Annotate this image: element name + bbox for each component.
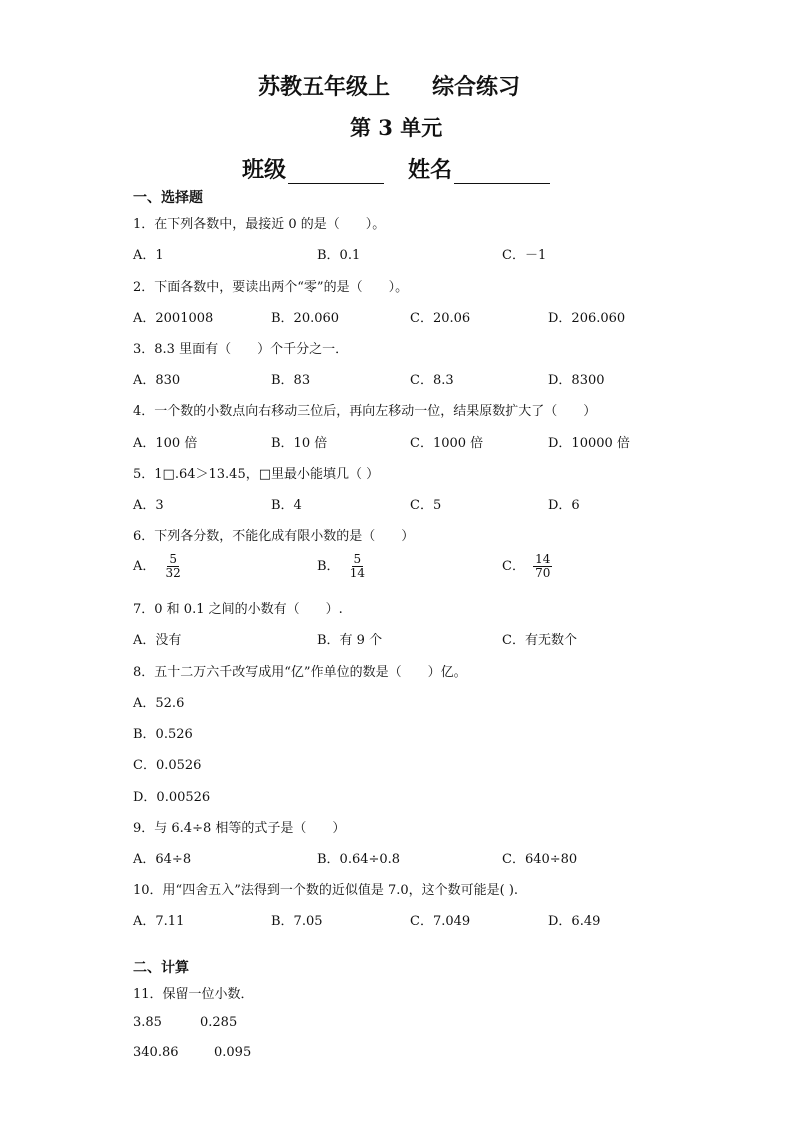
denominator: 70 <box>535 566 551 580</box>
class-blank[interactable] <box>288 161 384 184</box>
q4-option-d: D．10000 倍 <box>548 436 630 451</box>
class-label: 班级 <box>242 157 287 183</box>
title-left: 苏教五年级上 <box>258 74 391 100</box>
question-9: 9．与 6.4÷8 相等的式子是（ ） <box>133 821 346 836</box>
section-title: 二、计算 <box>133 960 189 976</box>
question-5: 5．1□.64＞13.45，□里最小能填几（ ） <box>133 467 380 482</box>
q3-option-c: C．8.3 <box>410 373 454 388</box>
q8-option-c: C．0.0526 <box>133 758 202 773</box>
q5-option-d: D．6 <box>548 498 580 513</box>
q2-option-a: A．2001008 <box>133 311 214 326</box>
q9-option-b: B．0.64÷0.8 <box>317 852 401 867</box>
q10-option-d: D．6.49 <box>548 914 601 929</box>
q10-option-b: B．7.05 <box>271 914 323 929</box>
q1-option-a: A．1 <box>133 248 164 263</box>
numerator: 14 <box>535 552 551 566</box>
q11-item: 0.095 <box>214 1045 252 1060</box>
q8-option-b: B．0.526 <box>133 727 193 742</box>
name-blank[interactable] <box>454 161 550 184</box>
q5-option-a: A．3 <box>133 498 164 513</box>
question-3: 3．8.3 里面有（ ）个千分之一． <box>133 342 349 357</box>
q6-option-a <box>133 553 183 580</box>
numerator: 5 <box>353 552 362 566</box>
q10-option-a: A．7.11 <box>133 914 185 929</box>
q11-item: 340.86 <box>133 1045 179 1060</box>
q2-option-c: C．20.06 <box>410 311 471 326</box>
numerator: 5 <box>169 552 177 566</box>
question-1: 1．在下列各数中，最接近 0 的是（ ）。 <box>133 217 386 232</box>
denominator: 14 <box>349 566 365 580</box>
q7-option-c: C．有无数个 <box>502 633 577 648</box>
fraction <box>348 553 367 580</box>
q4-option-c: C．1000 倍 <box>410 436 484 451</box>
question-7: 7．0 和 0.1 之间的小数有（ ）. <box>133 602 343 617</box>
q1-option-c: C．－1 <box>502 248 547 263</box>
q5-option-b: B．4 <box>271 498 302 513</box>
name-label: 姓名 <box>408 157 453 183</box>
q11-item: 3.85 <box>133 1015 162 1030</box>
q2-option-b: B．20.060 <box>271 311 340 326</box>
q6-option-c <box>502 553 552 580</box>
class-field[interactable] <box>242 153 384 184</box>
q8-option-d: D．0.00526 <box>133 790 211 805</box>
q6-option-a-label: A． <box>133 559 156 574</box>
fraction <box>533 553 552 580</box>
section-title: 一、选择题 <box>133 190 203 206</box>
question-4: 4．一个数的小数点向右移动三位后，再向左移动一位，结果原数扩大了（ ） <box>133 404 597 419</box>
q4-option-a: A．100 倍 <box>133 436 198 451</box>
unit-title: 第 3 单元 <box>350 115 443 140</box>
q6-option-b <box>317 553 367 580</box>
title-right: 综合练习 <box>432 74 521 100</box>
question-11: 11．保留一位小数． <box>133 987 254 1002</box>
q9-option-a: A．64÷8 <box>133 852 192 867</box>
q7-option-a: A．没有 <box>133 633 182 648</box>
q5-option-c: C．5 <box>410 498 442 513</box>
q3-option-d: D．8300 <box>548 373 605 388</box>
q9-option-c: C．640÷80 <box>502 852 578 867</box>
question-2: 2．下面各数中，要读出两个“零”的是（ ）。 <box>133 280 409 295</box>
name-field[interactable] <box>408 153 550 184</box>
q3-option-a: A．830 <box>133 373 181 388</box>
q2-option-d: D．206.060 <box>548 311 626 326</box>
question-6: 6．下列各分数，不能化成有限小数的是（ ） <box>133 529 415 544</box>
q6-option-c-label: C． <box>502 559 525 574</box>
q11-item: 0.285 <box>200 1015 238 1030</box>
q4-option-b: B．10 倍 <box>271 436 328 451</box>
q8-option-a: A．52.6 <box>133 696 185 711</box>
fraction <box>164 553 183 580</box>
q7-option-b: B．有 9 个 <box>317 633 383 648</box>
question-8: 8．五十二万六千改写成用“亿”作单位的数是（ ）亿。 <box>133 665 467 680</box>
q6-option-b-label: B． <box>317 559 340 574</box>
q1-option-b: B．0.1 <box>317 248 361 263</box>
q10-option-c: C．7.049 <box>410 914 471 929</box>
denominator: 32 <box>165 566 181 580</box>
question-10: 10．用“四舍五入”法得到一个数的近似值是 7.0，这个数可能是( ). <box>133 883 519 898</box>
q3-option-b: B．83 <box>271 373 311 388</box>
